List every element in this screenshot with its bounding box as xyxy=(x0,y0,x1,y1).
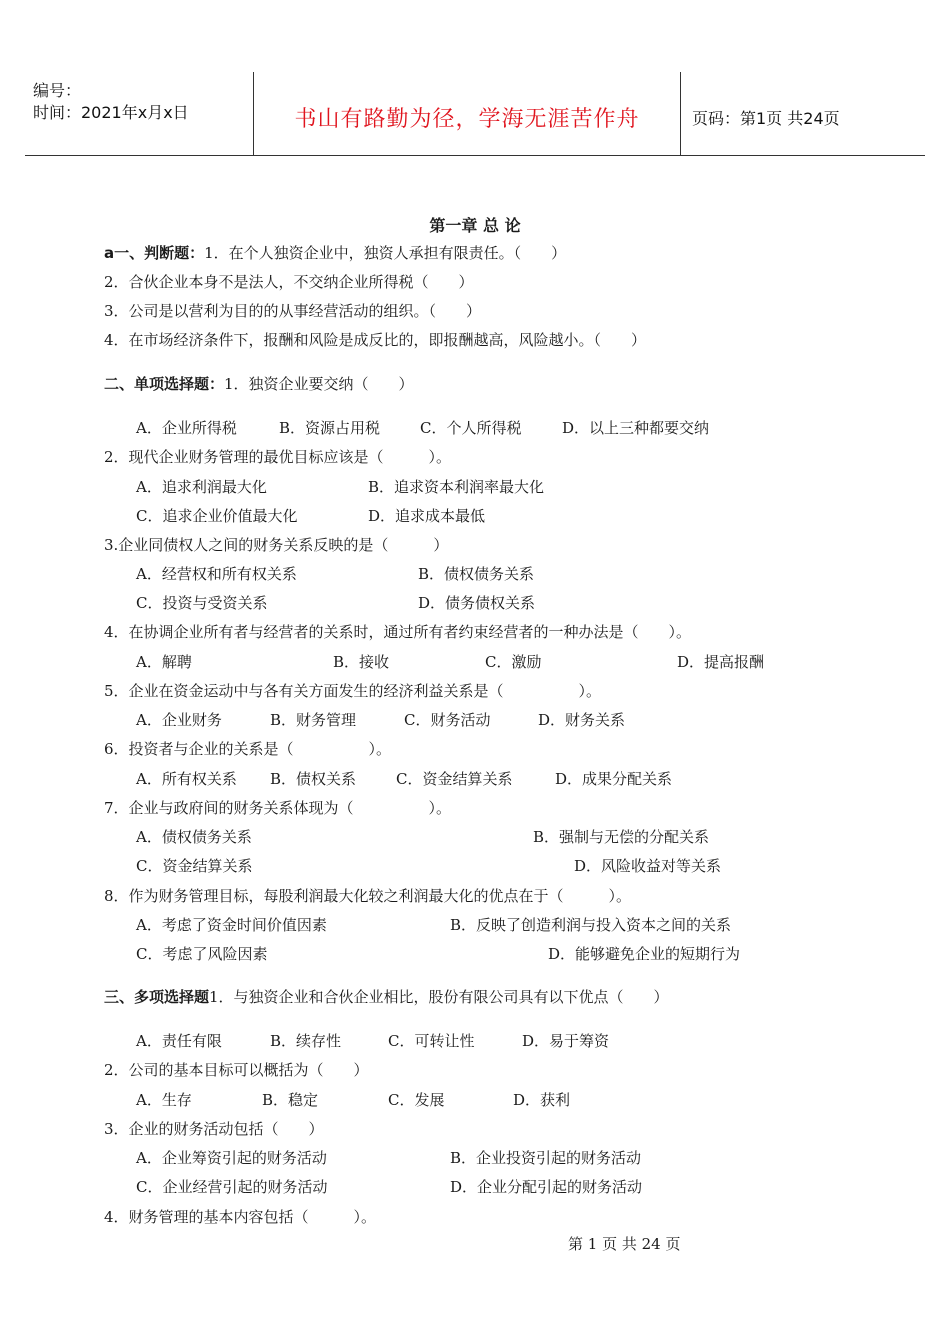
option: D．成果分配关系 xyxy=(555,770,673,788)
question-text: 1．独资企业要交纳（ ） xyxy=(224,375,414,393)
option: A．企业所得税 xyxy=(136,419,237,437)
option: C．追求企业价值最大化 xyxy=(136,507,298,525)
document-header xyxy=(25,72,925,156)
option: A．解聘 xyxy=(136,653,192,671)
question-text: 7．企业与政府间的财务关系体现为（ ）。 xyxy=(104,799,452,817)
option: B．资源占用税 xyxy=(279,419,381,437)
section3-q1-line xyxy=(104,987,669,1007)
option: D．能够避免企业的短期行为 xyxy=(548,945,741,963)
option: A．所有权关系 xyxy=(136,770,237,788)
section3-heading: 三、多项选择题 xyxy=(104,988,210,1006)
number-label: 编号： xyxy=(33,81,82,100)
option: C．发展 xyxy=(388,1091,445,1109)
page-footer: 第 1 页 共 24 页 xyxy=(568,1235,681,1253)
option: B．财务管理 xyxy=(270,711,357,729)
option: D．提高报酬 xyxy=(677,653,765,671)
option: A．企业筹资引起的财务活动 xyxy=(136,1149,327,1167)
question-text: 4．在协调企业所有者与经营者的关系时，通过所有者约束经营者的一种办法是（ ）。 xyxy=(104,623,692,641)
question-text: 5．企业在资金运动中与各有关方面发生的经济利益关系是（ ）。 xyxy=(104,682,602,700)
option: A．考虑了资金时间价值因素 xyxy=(136,916,327,934)
section1-q1-line xyxy=(104,243,566,263)
option: B．债权关系 xyxy=(270,770,357,788)
header-divider xyxy=(680,72,681,155)
option: B．强制与无偿的分配关系 xyxy=(533,828,710,846)
question-text: 4．财务管理的基本内容包括（ ）。 xyxy=(104,1208,377,1226)
question-text: 8．作为财务管理目标，每股利润最大化较之利润最大化的优点在于（ ）。 xyxy=(104,887,632,905)
option: B．稳定 xyxy=(262,1091,319,1109)
option: D．债务债权关系 xyxy=(418,594,536,612)
option: C．激励 xyxy=(485,653,542,671)
chapter-title: 第一章 总 论 xyxy=(429,216,521,235)
option: B．债权债务关系 xyxy=(418,565,535,583)
option: C．资金结算关系 xyxy=(396,770,513,788)
header-motto: 书山有路勤为径，学海无涯苦作舟 xyxy=(294,107,640,132)
option: D．财务关系 xyxy=(538,711,626,729)
time-label: 时间：2021年x月x日 xyxy=(33,103,189,122)
header-meta xyxy=(33,80,189,124)
option: C．投资与受资关系 xyxy=(136,594,268,612)
option: D．易于筹资 xyxy=(522,1032,610,1050)
option: B．反映了创造利润与投入资本之间的关系 xyxy=(450,916,732,934)
option: A．经营权和所有权关系 xyxy=(136,565,297,583)
question-text: 2．公司的基本目标可以概括为（ ） xyxy=(104,1061,369,1079)
option: D．以上三种都要交纳 xyxy=(562,419,710,437)
option: B．接收 xyxy=(333,653,390,671)
option: B．续存性 xyxy=(270,1032,342,1050)
question-text: 3．企业的财务活动包括（ ） xyxy=(104,1120,324,1138)
option: A．追求利润最大化 xyxy=(136,478,267,496)
section2-heading: 二、单项选择题： xyxy=(104,375,225,393)
question-text: 2．现代企业财务管理的最优目标应该是（ ）。 xyxy=(104,448,452,466)
option: C．企业经营引起的财务活动 xyxy=(136,1178,328,1196)
option: B．企业投资引起的财务活动 xyxy=(450,1149,642,1167)
question-text: 6．投资者与企业的关系是（ ）。 xyxy=(104,740,392,758)
option: C．资金结算关系 xyxy=(136,857,253,875)
section2-q1-line xyxy=(104,374,414,394)
option: C．考虑了风险因素 xyxy=(136,945,268,963)
option: B．追求资本利润率最大化 xyxy=(368,478,545,496)
option: D．风险收益对等关系 xyxy=(574,857,722,875)
option: C．可转让性 xyxy=(388,1032,475,1050)
option: D．获利 xyxy=(513,1091,571,1109)
option: D．企业分配引起的财务活动 xyxy=(450,1178,643,1196)
option: C．财务活动 xyxy=(404,711,491,729)
option: A．企业财务 xyxy=(136,711,222,729)
question-text: 3．公司是以营利为目的的从事经营活动的组织。（ ） xyxy=(104,302,482,320)
question-text: 4．在市场经济条件下，报酬和风险是成反比的，即报酬越高，风险越小。（ ） xyxy=(104,331,647,349)
option: A．责任有限 xyxy=(136,1032,222,1050)
section1-heading: a一、判断题： xyxy=(104,244,205,262)
option: C．个人所得税 xyxy=(420,419,522,437)
option: A．生存 xyxy=(136,1091,192,1109)
question-text: 2．合伙企业本身不是法人，不交纳企业所得税（ ） xyxy=(104,273,474,291)
question-text: 3.企业同债权人之间的财务关系反映的是（ ） xyxy=(104,536,449,554)
question-text: 1．在个人独资企业中，独资人承担有限责任。（ ） xyxy=(204,244,567,262)
header-page-info: 页码：第1页 共24页 xyxy=(692,109,840,128)
question-text: 1．与独资企业和合伙企业相比，股份有限公司具有以下优点（ ） xyxy=(209,988,669,1006)
option: A．债权债务关系 xyxy=(136,828,252,846)
option: D．追求成本最低 xyxy=(368,507,486,525)
